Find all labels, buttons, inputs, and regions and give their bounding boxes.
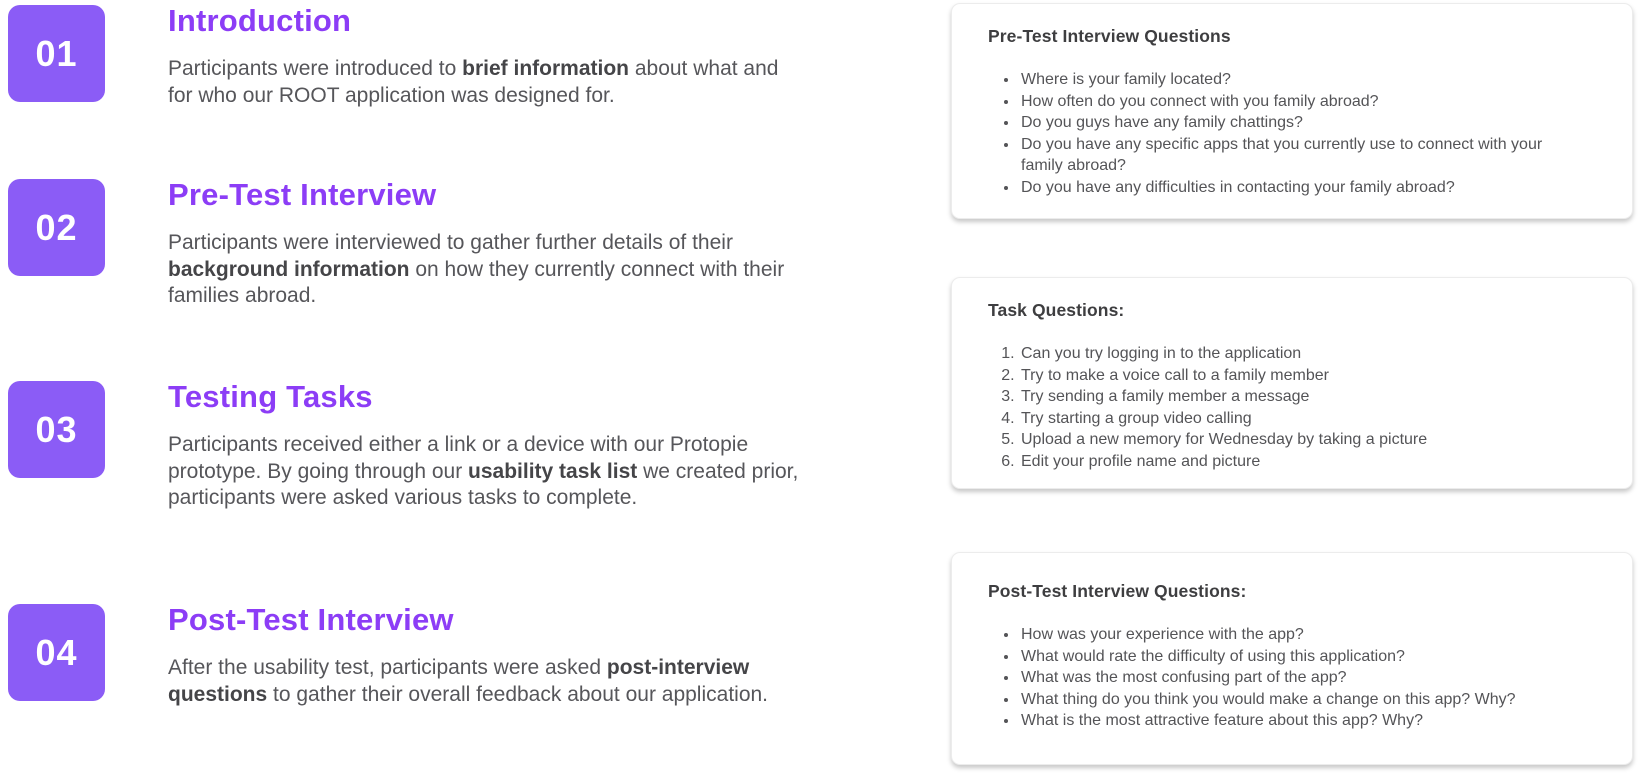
step-content <box>168 177 800 310</box>
desc-bold-text: post-interview questions <box>168 656 750 706</box>
desc-text: Participants were introduced to <box>168 57 463 80</box>
question-item: 4. Try starting a group video calling <box>1019 408 1567 430</box>
step-description <box>168 655 800 708</box>
step-title: Testing Tasks <box>168 379 373 414</box>
question-item: 1. Can you try logging in to the application <box>1019 343 1567 365</box>
desc-text: After the usability test, participants were asked <box>168 656 607 679</box>
question-item: 5. Upload a new memory for Wednesday by taking a picture <box>1019 429 1567 451</box>
question-item: 6. Edit your profile name and picture <box>1019 451 1567 473</box>
step-content <box>168 602 800 708</box>
question-item: • Do you have any difficulties in contacting your family abroad? <box>1019 177 1567 199</box>
question-item: • How was your experience with the app? <box>1019 624 1567 646</box>
step-number-badge <box>8 179 105 276</box>
desc-text: Participants received either a link or a device with our Protopie prototype. By going through our <box>168 433 749 483</box>
step-number: 02 <box>35 206 78 248</box>
step-title: Post-Test Interview <box>168 602 454 637</box>
question-list <box>988 69 1570 198</box>
step-number: 03 <box>35 408 78 450</box>
desc-text: Participants were interviewed to gather further details of their <box>168 231 733 254</box>
question-item: • How often do you connect with you family abroad? <box>1019 91 1567 113</box>
step-description <box>168 56 800 109</box>
step-content <box>168 379 800 512</box>
pre-test-questions-card <box>951 3 1633 219</box>
desc-bold-text: usability task list <box>468 459 638 483</box>
step-title: Introduction <box>168 3 352 38</box>
question-item: 3. Try sending a family member a message <box>1019 386 1567 408</box>
desc-bold-text: background information <box>168 257 410 281</box>
desc-text: we created prior, participants were asked various tasks to complete. <box>168 459 799 509</box>
question-item: • Where is your family located? <box>1019 69 1567 91</box>
card-title: Post-Test Interview Questions: <box>988 581 1247 601</box>
step-number-badge <box>8 604 105 701</box>
step-description <box>168 230 800 310</box>
question-item: • What thing do you think you would make a change on this app? Why? <box>1019 689 1567 711</box>
task-list <box>988 343 1570 472</box>
card-title: Pre-Test Interview Questions <box>988 26 1231 46</box>
question-item: • Do you have any specific apps that you currently use to connect with your family abroad? <box>1019 134 1567 177</box>
card-title: Task Questions: <box>988 300 1125 320</box>
desc-text: on how they currently connect with their families abroad. <box>168 257 785 307</box>
question-item: • What was the most confusing part of the app? <box>1019 667 1567 689</box>
step-number-badge <box>8 381 105 478</box>
question-item: 2. Try to make a voice call to a family member <box>1019 365 1567 387</box>
question-item: • Do you guys have any family chattings? <box>1019 112 1567 134</box>
desc-bold-text: brief information <box>462 57 629 80</box>
step-number: 01 <box>35 32 78 74</box>
task-questions-card <box>951 277 1633 489</box>
question-item: • What is the most attractive feature about this app? Why? <box>1019 710 1567 732</box>
desc-text: about what and for who our ROOT application was designed for. <box>168 57 779 107</box>
step-title: Pre-Test Interview <box>168 177 437 212</box>
step-content <box>168 3 800 109</box>
question-list <box>988 624 1570 732</box>
question-item: • What would rate the difficulty of using this application? <box>1019 646 1567 668</box>
desc-text: to gather their overall feedback about our application. <box>267 682 769 706</box>
step-number: 04 <box>35 631 78 673</box>
step-description <box>168 432 800 512</box>
step-number-badge <box>8 5 105 102</box>
post-test-questions-card <box>951 552 1633 765</box>
